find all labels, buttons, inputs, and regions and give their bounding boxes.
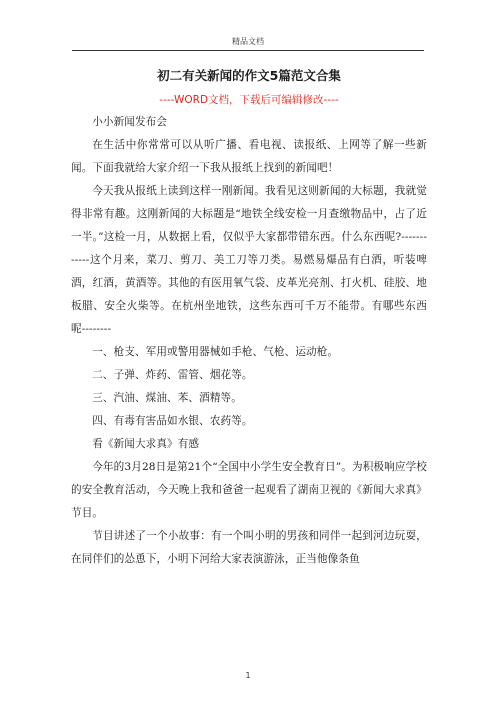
paragraph: 节目讲述了一个小故事：有一个叫小明的男孩和同伴一起到河边玩耍，在同伴们的怂恿下，小明下河给大家表演游泳，正当他像条鱼 xyxy=(71,530,427,565)
page-header xyxy=(72,0,424,51)
paragraph-heading-news-conference: 小小新闻发布会 xyxy=(92,116,168,128)
list-item-3: 三、汽油、煤油、苯、酒精等。 xyxy=(92,392,242,404)
paragraph: 今年的3月28日是第21个“全国中小学生安全教育日”。为积极响应学校的安全教育活动，今天晚上我和爸爸一起观看了湖南卫视的《新闻大求真》节目。 xyxy=(71,461,427,519)
paragraph: 在生活中你常常可以从听广播、看电视、读报纸、上网等了解一些新闻。下面我就给大家介绍一下我从报纸上找到的新闻吧！ xyxy=(71,139,427,174)
list-item-2: 二、子弹、炸药、雷管、烟花等。 xyxy=(92,369,253,381)
page-number: 1 xyxy=(245,671,251,680)
list-item-4: 四、有毒有害品如水银、农药等。 xyxy=(92,415,253,427)
header-label: 精品文档 xyxy=(232,37,264,46)
document-title: 初二有关新闻的作文5篇范文合集 xyxy=(157,68,341,83)
paragraph-heading-review: 看《新闻大求真》有感 xyxy=(92,438,200,450)
list-item-1: 一、枪支、军用或警用器械如手枪、气枪、运动枪。 xyxy=(92,346,339,358)
document-subtitle: ----WORD文档，下载后可编辑修改---- xyxy=(159,94,339,106)
paragraph: 今天我从报纸上读到这样一刚新闻。我看见这则新闻的大标题，我就觉得非常有趣。这刚新闻的大标题是“地铁全线安检一月查缴物品中，占了近一半。”这检一月，从数据上看，仅似乎大家都带错东西。什么东西呢?------------这个月来，菜刀、剪刀、美工刀等刀类。易燃易爆品有白酒，听装啤酒，红酒，黄酒等。其他的有医用氧气袋、皮革光亮剂、打火机、硅胶、地板腊、安全火柴等。在杭州坐地铁，这些东西可千万不能带。有哪些东西呢-------- xyxy=(71,185,427,335)
document-body xyxy=(71,54,427,571)
